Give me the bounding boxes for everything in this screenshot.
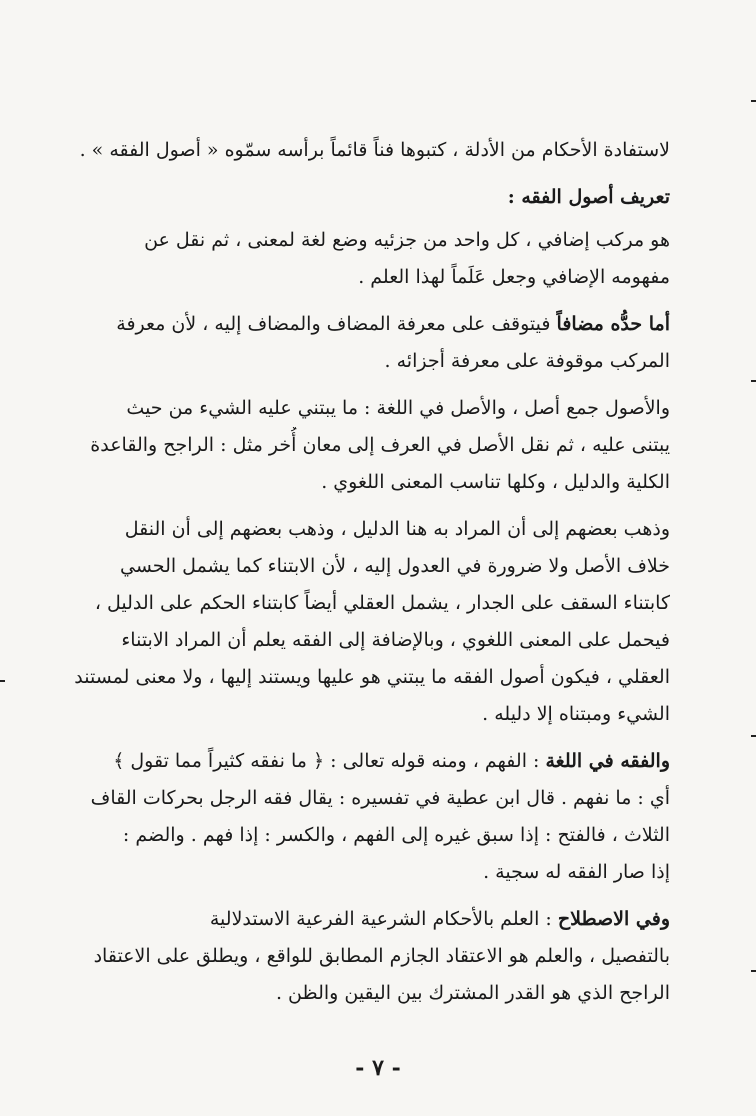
line-text: فيتوقف على معرفة المضاف والمضاف إليه ، لأن معرفة [116,313,551,335]
paragraph-3 [58,390,670,501]
paragraph-line: الشيء ومبتناه إلا دليله . [482,703,670,725]
paragraph-line: أي : ما نفهم . قال ابن عطية في تفسيره : يقال فقه الرجل بحركات القاف [90,787,670,809]
paragraph-line: والأصول جمع أصل ، والأصل في اللغة : ما يبتني عليه الشيء من حيث [126,397,670,419]
paragraph-line: بالتفصيل ، والعلم هو الاعتقاد الجازم المطابق للواقع ، ويطلق على الاعتقاد [93,945,670,967]
margin-tick [751,735,756,737]
bold-lead: أما حدُّه مضافاً [556,313,670,335]
paragraph-line [58,306,670,343]
paragraph-line: خلاف الأصل ولا ضرورة في العدول إليه ، لأن الابتناء كما يشمل الحسي [120,555,670,577]
margin-tick [751,100,756,102]
margin-tick [0,680,5,682]
bold-lead: وفي الاصطلاح [557,908,670,930]
paragraph-line: الثلاث ، فالفتح : إذا سبق غيره إلى الفهم ، والكسر : إذا فهم . والضم : [122,824,670,846]
paragraph-line: المركب موقوفة على معرفة أجزائه . [384,350,670,372]
bold-lead: والفقه في اللغة [545,750,670,772]
paragraph-line: وذهب بعضهم إلى أن المراد به هنا الدليل ، وذهب بعضهم إلى أن النقل [124,518,670,540]
paragraph-line: فيحمل على المعنى اللغوي ، وبالإضافة إلى الفقه يعلم أن المراد الابتناء [121,629,670,651]
paragraph-line: الراجح الذي هو القدر المشترك بين اليقين والظن . [275,982,670,1004]
paragraph-5 [58,743,670,891]
paragraph-line: إذا صار الفقه له سجية . [483,861,670,883]
page-number: - ٧ - [355,1055,401,1081]
paragraph-line [58,901,670,938]
paragraph-line: العقلي ، فيكون أصول الفقه ما يبتني هو عليها ويستند إليها ، ولا معنى لمستند [74,666,670,688]
paragraph-line: هو مركب إضافي ، كل واحد من جزئيه وضع لغة لمعنى ، ثم نقل عن [144,229,670,251]
paragraph-line [58,743,670,780]
paragraph-1 [58,222,670,296]
paragraph-2 [58,306,670,380]
line-text: : الفهم ، ومنه قوله تعالى : ﴿ ما نفقه كثيراً مما تقول ﴾ [113,750,540,772]
paragraph-line: مفهومه الإضافي وجعل عَلَماً لهذا العلم . [358,266,670,288]
intro-line: لاستفادة الأحكام من الأدلة ، كتبوها فناً قائماً برأسه سمّوه « أصول الفقه » . [79,139,670,161]
paragraph-4 [58,511,670,733]
paragraph-line: الكلية والدليل ، وكلها تناسب المعنى اللغوي . [321,471,670,493]
line-text: : العلم بالأحكام الشرعية الفرعية الاستدلالية [209,908,552,930]
margin-tick [751,380,756,382]
paragraph-line: كابتناء السقف على الجدار ، يشمل العقلي أيضاً كابتناء الحكم على الدليل ، [94,592,670,614]
paragraph-6 [58,901,670,1012]
page-body [58,132,670,1022]
paragraph-line: يبتنى عليه ، ثم نقل الأصل في العرف إلى معان أُخر مثل : الراجح والقاعدة [90,434,670,456]
section-heading: تعريف أصول الفقه : [507,186,670,208]
margin-tick [751,970,756,972]
